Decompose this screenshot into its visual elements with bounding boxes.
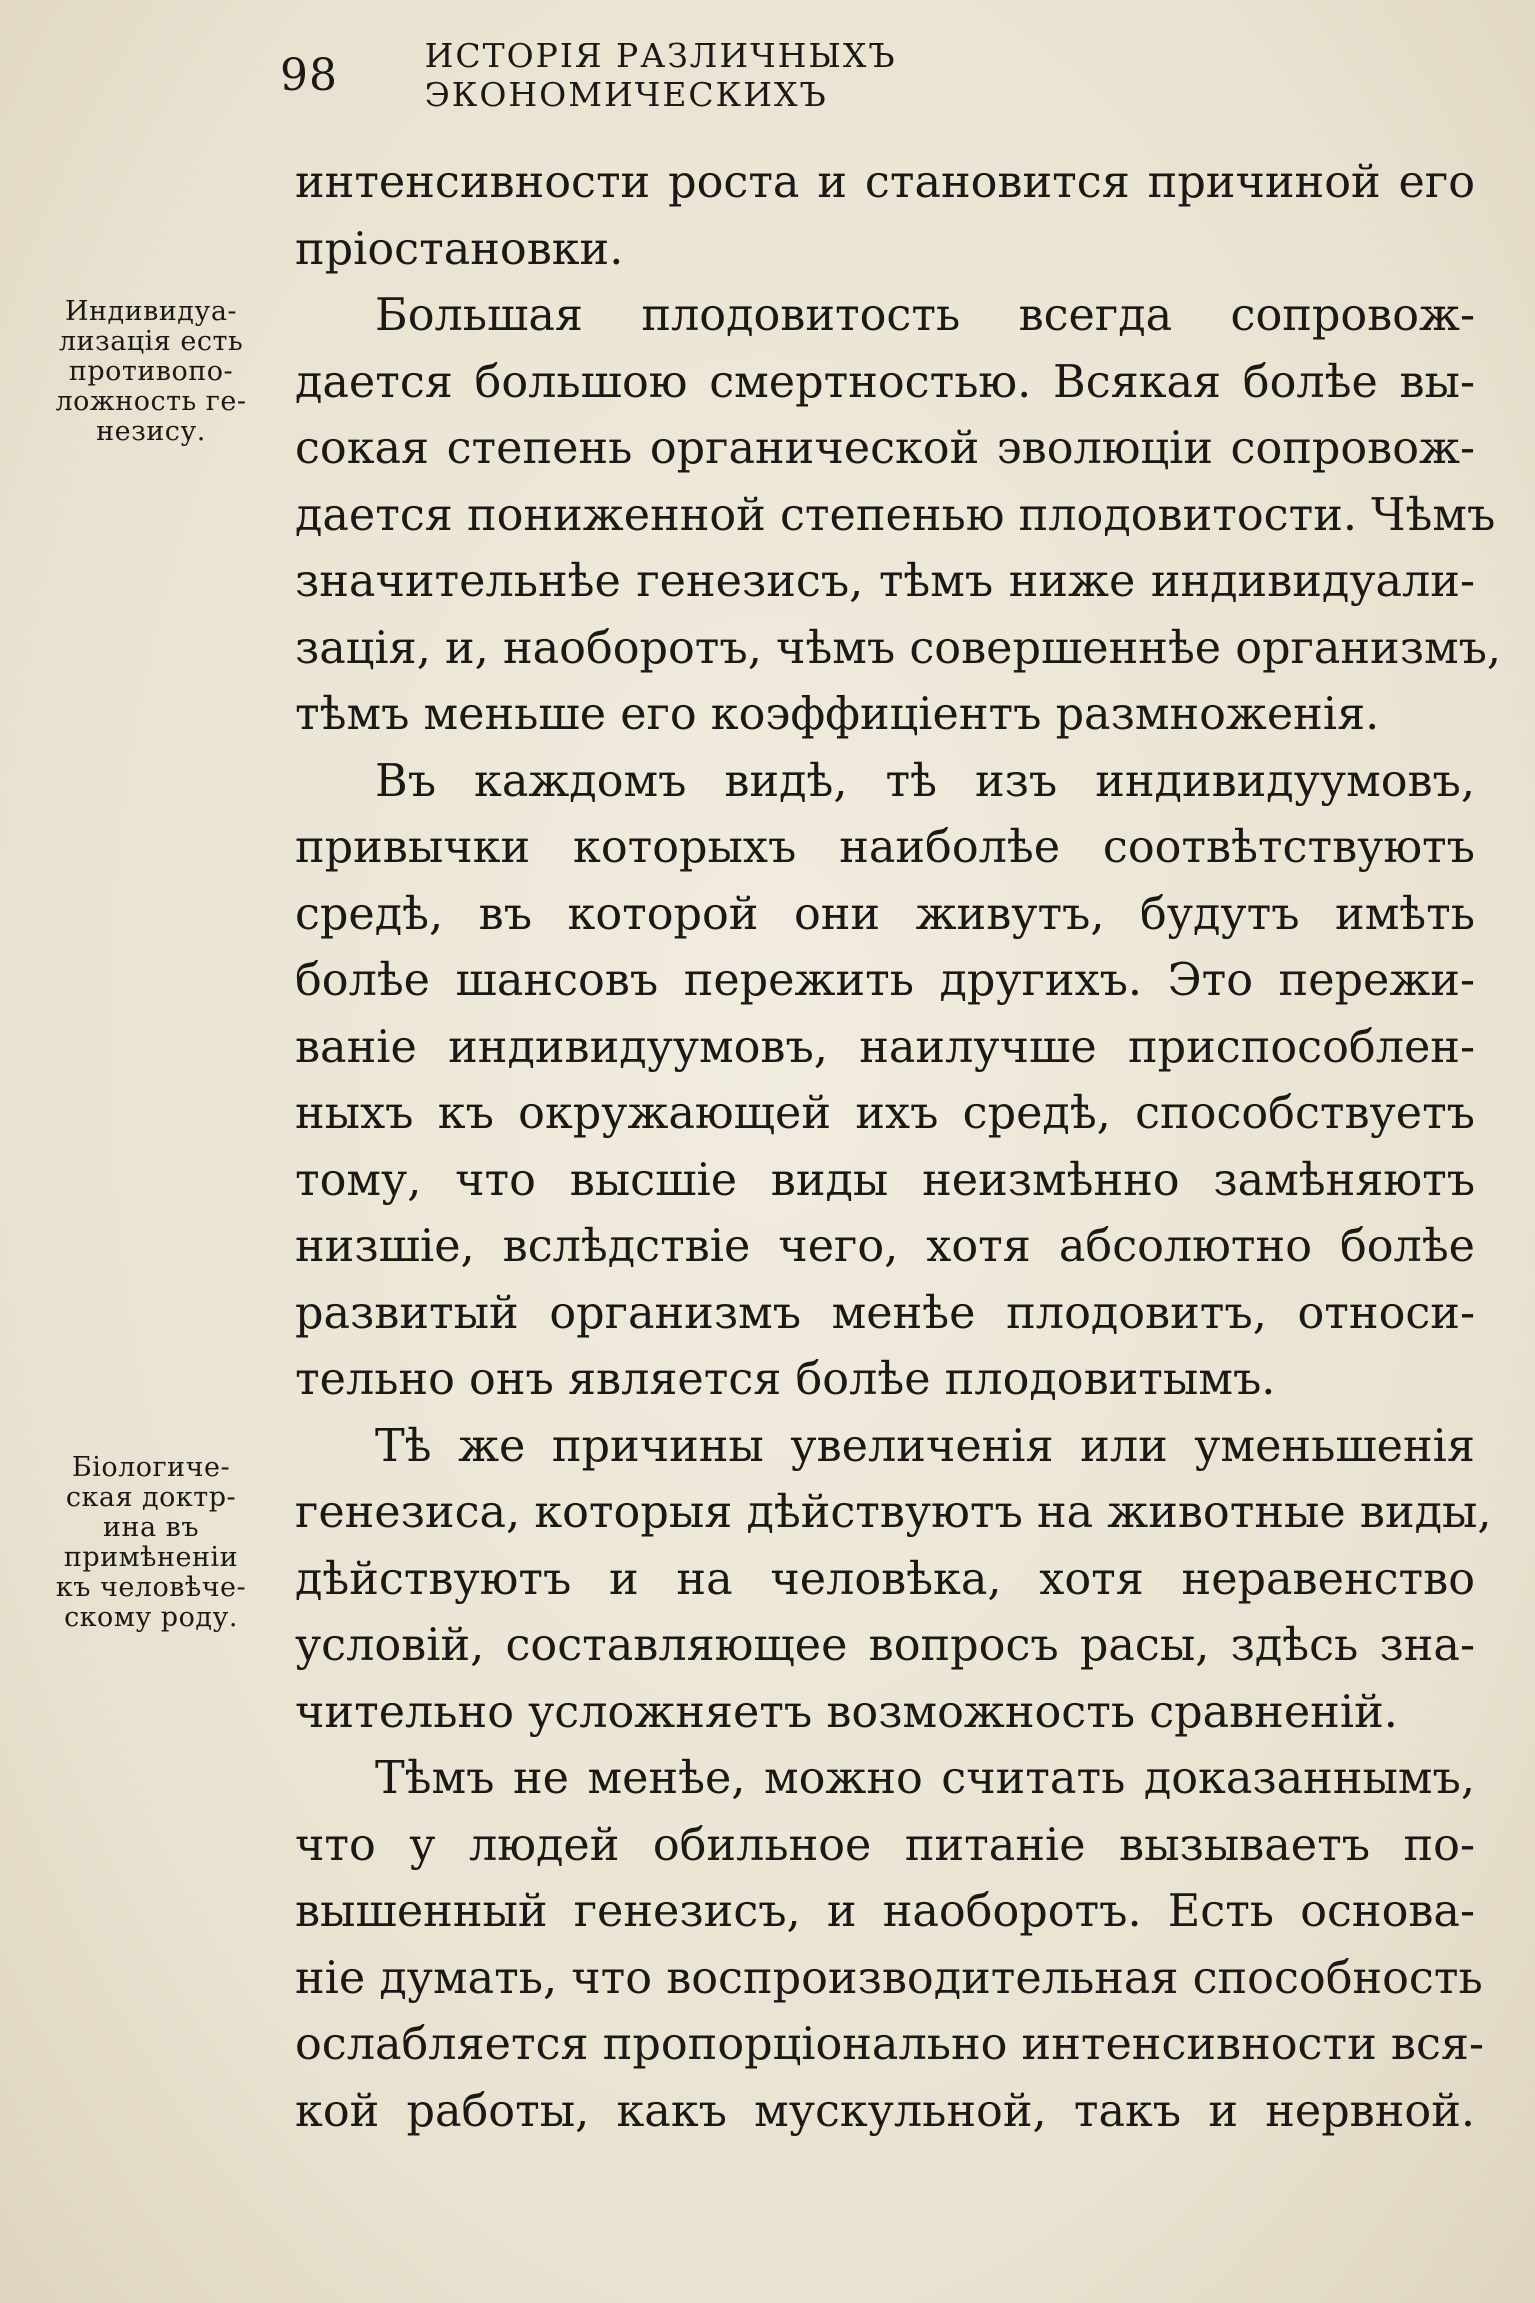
text-line: интенсивности роста и становится причиной его (295, 157, 1475, 208)
text-line: чительно усложняетъ возможность сравненій. (295, 1686, 1398, 1738)
page-header (280, 36, 1280, 114)
text-line: тельно онъ является болѣе плодовитымъ. (295, 1354, 1276, 1405)
text-line: ослабляется пропорціонально интенсивности вся- (295, 2019, 1484, 2070)
text-line: зація, и, наоборотъ, чѣмъ совершеннѣе организмъ, (295, 622, 1502, 674)
text-line: привычки которыхъ наиболѣе соотвѣтствуютъ (295, 822, 1475, 873)
text-line: низшіе, вслѣдствіе чего, хотя абсолютно болѣе (295, 1221, 1475, 1272)
text-line: средѣ, въ которой они живутъ, будутъ имѣть (295, 888, 1475, 940)
margin-note-line: противопо- (68, 356, 234, 387)
margin-note-line: Индивидуа- (64, 296, 238, 327)
text-line: Въ каждомъ видѣ, тѣ изъ индивидуумовъ, (375, 755, 1475, 807)
text-line: условій, составляющее вопросъ расы, здѣсь зна- (295, 1620, 1475, 1671)
margin-note-line: къ человѣче- (55, 1572, 247, 1603)
text-line: пріостановки. (295, 223, 624, 275)
margin-note-line: незису. (96, 416, 206, 447)
margin-note-line: ложность ге- (55, 386, 247, 417)
margin-note-line: ская доктр- (65, 1482, 237, 1513)
margin-note-line: примѣненіи (63, 1542, 239, 1573)
margin-note-line: лизація есть (58, 326, 244, 357)
text-line: дается большою смертностью. Всякая болѣе вы- (295, 356, 1475, 408)
running-head: ИСТОРІЯ РАЗЛИЧНЫХЪ ЭКОНОМИЧЕСКИХЪ (424, 36, 897, 114)
text-line: тѣмъ меньше его коэффиціентъ размноженія. (295, 689, 1380, 740)
text-line: сокая степень органической эволюціи сопровож- (295, 423, 1475, 474)
text-line: тому, что высшіе виды неизмѣнно замѣняютъ (295, 1154, 1475, 1206)
text-line: кой работы, какъ мускульной, такъ и нервной. (295, 2085, 1475, 2137)
margin-note-line: Біологиче- (71, 1452, 231, 1483)
text-line: Большая плодовитость всегда сопровож- (375, 290, 1475, 341)
text-line: дѣйствуютъ и на человѣка, хотя неравенство (295, 1553, 1475, 1605)
text-line: ніе думать, что воспроизводительная способность (295, 1952, 1483, 2004)
text-line: генезиса, которыя дѣйствуютъ на животные виды, (295, 1487, 1492, 1538)
text-line: что у людей обильное питаніе вызываетъ по- (295, 1819, 1475, 1871)
text-line: значительнѣе генезисъ, тѣмъ ниже индивидуали- (295, 556, 1475, 607)
margin-note-line: скому роду. (64, 1602, 238, 1633)
text-line: болѣе шансовъ пережить другихъ. Это пережи- (295, 955, 1475, 1006)
main-text (295, 150, 1502, 2145)
text-line: дается пониженной степенью плодовитости. Чѣмъ (295, 489, 1496, 541)
page-number: 98 (280, 49, 338, 101)
text-line: развитый организмъ менѣе плодовитъ, относи- (295, 1287, 1475, 1339)
text-line: вышенный генезисъ, и наоборотъ. Есть основа- (295, 1886, 1475, 1937)
margin-note-biological-doctrine (36, 1453, 266, 1633)
margin-note-line: ина въ (102, 1512, 200, 1543)
text-line: Тѣ же причины увеличенія или уменьшенія (375, 1420, 1475, 1472)
text-line: Тѣмъ не менѣе, можно считать доказаннымъ, (375, 1753, 1475, 1804)
margin-note-individualization (36, 297, 266, 447)
text-line: ваніе индивидуумовъ, наилучше приспособлен- (295, 1021, 1475, 1073)
text-line: ныхъ къ окружающей ихъ средѣ, способствуетъ (295, 1088, 1475, 1139)
